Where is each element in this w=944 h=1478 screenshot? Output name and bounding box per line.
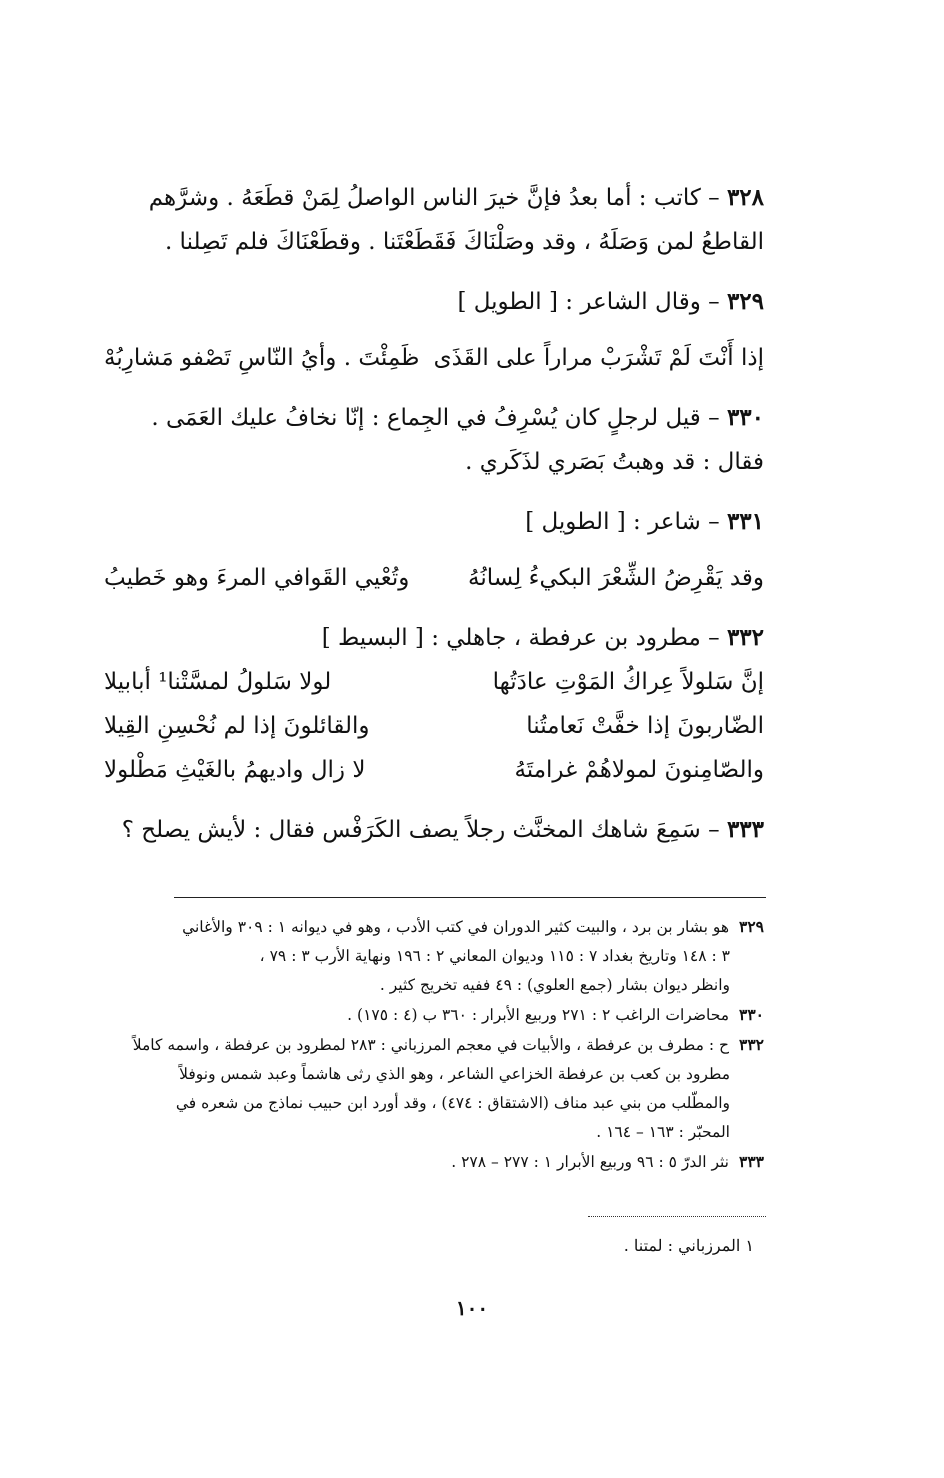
entry-text: – قيل لرجلٍ كان يُسْرِفُ في الجِماع : إنّا نخافُ عليك العَمَى . bbox=[151, 405, 720, 431]
entry-number: ٣٢٨ bbox=[726, 184, 764, 211]
entry-line bbox=[104, 280, 764, 324]
verse-line bbox=[104, 748, 764, 792]
verse-second-hemistich: لا زال واديهمُ بالغَيْثِ مَطْلولا bbox=[104, 757, 366, 783]
entry-328 bbox=[104, 176, 764, 264]
entry-332 bbox=[104, 616, 764, 792]
verse-second-hemistich: وتُعْيي القَوافي المرءَ وهو خَطيبُ bbox=[104, 565, 410, 591]
main-text bbox=[104, 176, 764, 852]
footnote: ١ المرزباني : لمتنا . bbox=[623, 1236, 754, 1255]
entry-text: – شاعر : [ الطويل ] bbox=[525, 509, 720, 535]
entry-text: – وقال الشاعر : [ الطويل ] bbox=[457, 289, 720, 315]
entry-line bbox=[104, 808, 764, 852]
verse-second-hemistich: لولا سَلولُ لمسَّتْنا¹ أبابيلا bbox=[104, 669, 332, 695]
note-line: والمطّلب من بني عبد مناف (الاشتقاق : ٤٧٤) ، وقد أورد ابن حبيب نماذج من شعره في bbox=[175, 1094, 730, 1112]
note-number: ٣٢٩ bbox=[739, 917, 764, 936]
entry-line bbox=[104, 396, 764, 440]
note-text: ح : مطرف بن عرفطة ، والأبيات في معجم المرزباني : ٢٨٣ لمطرود بن عرفطة ، واسمه كاملاً bbox=[132, 1036, 730, 1054]
note-line: المحبّر : ١٦٣ – ١٦٤ . bbox=[596, 1123, 730, 1141]
note-line bbox=[104, 912, 764, 942]
note-line bbox=[104, 1000, 764, 1030]
verse-line bbox=[104, 556, 764, 600]
entry-line: فقال : قد وهبتُ بَصَري لذَكَري . bbox=[465, 449, 764, 475]
entry-line bbox=[104, 500, 764, 544]
note-number: ٣٣٣ bbox=[739, 1152, 764, 1171]
entry-line bbox=[104, 176, 764, 220]
entry-line: القاطعُ لمن وَصَلَهُ ، وقد وصَلْنَاكَ فَقَطَعْتَنا . وقطَعْنَاكَ فلم تَصِلنا . bbox=[164, 229, 764, 255]
verse-second-hemistich: والقائلونَ إذا لم نُحْسِنِ القِيلا bbox=[104, 713, 370, 739]
notes-divider bbox=[174, 897, 766, 898]
verse-line bbox=[104, 660, 764, 704]
page-number: ١٠٠ bbox=[455, 1296, 489, 1320]
note-number: ٣٣٠ bbox=[739, 1005, 764, 1024]
entry-331 bbox=[104, 500, 764, 600]
note-line: مطرود بن كعب بن عرفطة الخزاعي الشاعر ، وهو الذي رثى هاشماً وعبد شمس ونوفلاً bbox=[179, 1065, 730, 1083]
note-line bbox=[104, 1030, 764, 1060]
verse-line bbox=[104, 704, 764, 748]
note-line: وانظر ديوان بشار (جمع العلوي) : ٤٩ ففيه تخريج كثير . bbox=[379, 976, 730, 994]
entry-number: ٣٣٢ bbox=[726, 624, 764, 651]
verse-first-hemistich: إذا أَنْتَ لَمْ تَشْرَبْ مراراً على القَذَى bbox=[433, 345, 764, 371]
note-text: محاضرات الراغب ٢ : ٢٧١ وربيع الأبرار : ٣٦٠ ب (٤ : ١٧٥) . bbox=[347, 1006, 730, 1024]
entry-text: – سَمِعَ شاهك المخنَّث رجلاً يصف الكَرَفْس فقال : لأيش يصلح ؟ bbox=[121, 817, 720, 843]
entry-330 bbox=[104, 396, 764, 484]
verse-line bbox=[104, 336, 764, 380]
entry-number: ٣٢٩ bbox=[726, 288, 764, 315]
note-line: ٣ : ١٤٨ وتاريخ بغداد ٧ : ١١٥ وديوان المعاني ٢ : ١٩٦ ونهاية الأرب ٣ : ٧٩ ، bbox=[259, 947, 730, 965]
endnotes bbox=[104, 912, 764, 1177]
entry-number: ٣٣١ bbox=[726, 508, 764, 535]
note-line bbox=[104, 1147, 764, 1177]
entry-line bbox=[104, 616, 764, 660]
note-text: هو بشار بن برد ، والبيت كثير الدوران في كتب الأدب ، وهو في ديوانه ١ : ٣٠٩ والأغاني bbox=[182, 918, 730, 936]
verse-first-hemistich: إنَّ سَلولاً عِراكُ المَوْتِ عادَتُها bbox=[492, 669, 764, 695]
verse-first-hemistich: والصّامِنونَ لمولاهُمْ غرامتَهُ bbox=[514, 757, 764, 783]
entry-329 bbox=[104, 280, 764, 380]
entry-333 bbox=[104, 808, 764, 852]
note-number: ٣٣٢ bbox=[739, 1035, 764, 1054]
note-text: نثر الدرّ ٥ : ٩٦ وربيع الأبرار ١ : ٢٧٧ – ٢٧٨ . bbox=[451, 1153, 730, 1171]
verse-first-hemistich: وقد يَقْرِضُ الشِّعْرَ البكيءُ لِسانُهُ bbox=[468, 565, 764, 591]
entry-text: – كاتب : أما بعدُ فإنَّ خيرَ الناس الواصلُ لِمَنْ قطَعَهُ . وشرَّهم bbox=[148, 185, 720, 211]
verse-second-hemistich: ظَمِئْتَ . وأيُ النّاسِ تَصْفو مَشارِبُهْ bbox=[104, 345, 420, 371]
footnote-divider bbox=[588, 1216, 766, 1217]
entry-text: – مطرود بن عرفطة ، جاهلي : [ البسيط ] bbox=[321, 625, 720, 651]
entry-number: ٣٣٣ bbox=[726, 816, 764, 843]
verse-first-hemistich: الضّاربونَ إذا خفَّتْ نَعامتُنا bbox=[526, 713, 764, 739]
entry-number: ٣٣٠ bbox=[726, 404, 764, 431]
